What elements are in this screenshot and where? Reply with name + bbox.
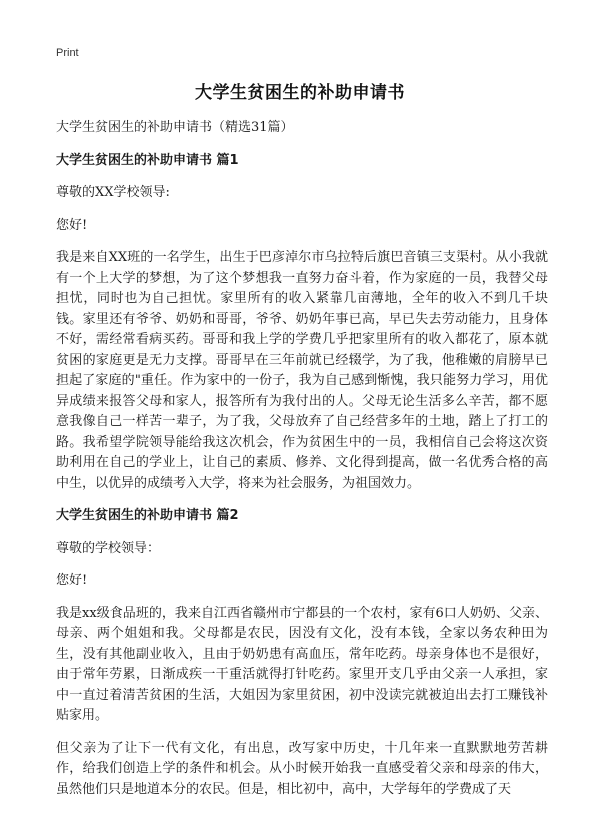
salutation: 尊敬的学校领导： xyxy=(56,540,161,556)
body-paragraph: 但父亲为了让下一代有文化，有出息，改写家中历史，十几年来一直默默地劳苦耕作，给我们创造上学的条件和机会。从小时候开始我一直感受着父亲和母亲的伟大，虽然他们只是地道本分的农民。但是，相比初中，高中，大学每年的学费成了天 xyxy=(56,740,548,797)
body-paragraph: 我是xx级食品班的，我来自江西省赣州市宁都县的一个农村，家有6口人奶奶、父亲、母亲、两个姐姐和我。父母都是农民，因没有文化，没有本钱，全家以务农种田为生，没有其他副业收入，且由于奶奶患有高血压，常年吃药。母亲身体也不是很好，由于常年劳累，日渐成疾一干重活就得打针吃药。家里开支几乎由父亲一人承担，家中一直过着清苦贫困的生活，大姐因为家里贫困，初中没读完就被迫出去打工赚钱补贴家用。 xyxy=(56,605,548,723)
document-title: 大学生贫困生的补助申请书 xyxy=(195,83,405,103)
section-heading: 大学生贫困生的补助申请书 篇1 xyxy=(56,152,239,168)
salutation: 尊敬的XX学校领导: xyxy=(56,185,170,200)
greeting: 您好! xyxy=(56,217,88,233)
section-heading: 大学生贫困生的补助申请书 篇2 xyxy=(56,508,239,523)
document-subtitle: 大学生贫困生的补助申请书（精选31篇） xyxy=(56,120,294,135)
document-content xyxy=(56,118,548,812)
print-link[interactable]: Print xyxy=(56,47,79,59)
greeting: 您好! xyxy=(56,573,88,588)
body-paragraph: 我是来自XX班的一名学生，出生于巴彦淖尔市乌拉特后旗巴音镇三支渠村。从小我就有一个上大学的梦想，为了这个梦想我一直努力奋斗着，作为家庭的一员，我替父母担忧，同时也为自己担忧。家里所有的收入紧靠几亩薄地，全年的收入不到几千块钱。家里还有爷爷、奶奶和哥哥，爷爷、奶奶年事已高，早已失去劳动能力，且身体不好，需经常看病买药。哥哥和我上学的学费几乎把家里所有的收入都花了，原本就贫困的家庭更是无力支撑。哥哥早在三年前就已经辍学，为了我，他稚嫩的肩膀早已担起了家庭的"重任。作为家中的一份子，我为自己感到惭愧，我只能努力学习，用优异成绩来报答父母和家人，报答所有为我付出的人。父母无论生活多么辛苦，都不愿意我像自己一样苦一辈子，为了我，父母放弃了自己经营多年的土地，踏上了打工的路。我希望学院领导能给我这次机会，作为贫困生中的一员，我相信自己会将这次资助利用在自己的学业上，让自己的素质、修养、文化得到提高，做一名优秀合格的高中生，以优异的成绩考入大学，将来为社会服务，为祖国效力。 xyxy=(56,250,548,491)
